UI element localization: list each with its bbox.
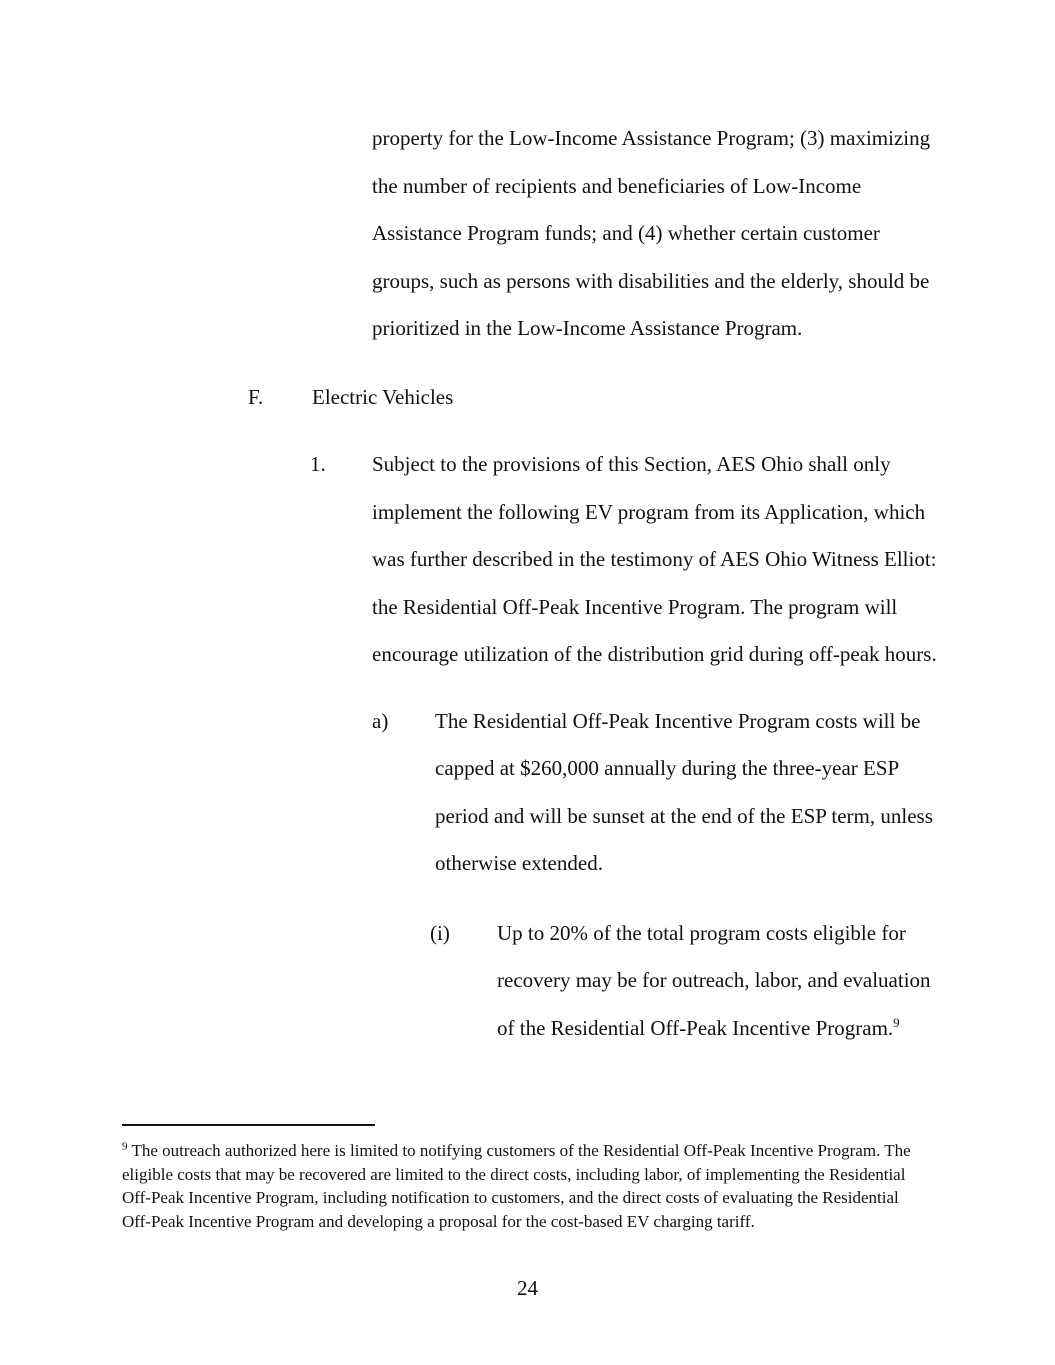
item-1-paragraph	[310, 441, 1055, 679]
paragraph-line: the number of recipients and beneficiaries of Low-Income	[372, 173, 862, 198]
paragraph-line: Assistance Program funds; and (4) whether certain customer	[372, 221, 880, 245]
paragraph-line: recovery may be for outreach, labor, and evaluation	[497, 968, 931, 992]
item-1-marker: 1.	[310, 452, 326, 476]
item-i-marker: (i)	[430, 920, 450, 945]
footnote-line: Off-Peak Incentive Program, including notification to customers, and the direct costs of evaluating the Residential	[122, 1188, 899, 1208]
paragraph-line-text: of the Residential Off-Peak Incentive Program.	[497, 1015, 894, 1040]
paragraph-line: otherwise extended.	[435, 851, 603, 875]
intro-paragraph	[372, 115, 1055, 353]
paragraph-line: capped at $260,000 annually during the three-year ESP	[435, 756, 900, 780]
paragraph-line: encourage utilization of the distribution grid during off-peak hours.	[372, 642, 937, 666]
paragraph-line: property for the Low-Income Assistance Program; (3) maximizing	[372, 126, 931, 150]
item-i-paragraph	[430, 910, 1055, 1053]
footnote-line	[122, 1139, 937, 1163]
section-f-marker: F.	[248, 384, 264, 409]
footnote-reference: 9	[893, 1014, 900, 1030]
page-number: 24	[517, 1275, 538, 1300]
footnote	[122, 1139, 937, 1234]
item-a-marker: a)	[372, 708, 389, 733]
footnote-line-text: The outreach authorized here is limited to notifying customers of the Residential Off-Peak Incentive Program. The	[127, 1141, 911, 1160]
section-f-title: Electric Vehicles	[312, 384, 454, 409]
paragraph-line: prioritized in the Low-Income Assistance Program.	[372, 316, 803, 340]
footnote-number: 9	[122, 1140, 128, 1153]
paragraph-line: groups, such as persons with disabilities and the elderly, should be	[372, 268, 930, 293]
section-f-heading	[248, 374, 1055, 422]
paragraph-line	[497, 1005, 1055, 1053]
paragraph-line: The Residential Off-Peak Incentive Program costs will be	[435, 708, 921, 733]
paragraph-line: implement the following EV program from its Application, which	[372, 499, 926, 524]
footnote-separator	[122, 1124, 375, 1126]
paragraph-line: was further described in the testimony of AES Ohio Witness Elliot:	[372, 547, 937, 571]
item-a-paragraph	[372, 698, 1055, 888]
paragraph-line: Subject to the provisions of this Section, AES Ohio shall only	[372, 452, 891, 476]
paragraph-line: period and will be sunset at the end of the ESP term, unless	[435, 803, 933, 828]
paragraph-line: Up to 20% of the total program costs eligible for	[497, 920, 906, 945]
paragraph-line: the Residential Off-Peak Incentive Program. The program will	[372, 594, 898, 619]
footnote-line: Off-Peak Incentive Program and developing a proposal for the cost-based EV charging tariff.	[122, 1212, 755, 1232]
footnote-line: eligible costs that may be recovered are limited to the direct costs, including labor, of implementing the Residential	[122, 1164, 906, 1184]
